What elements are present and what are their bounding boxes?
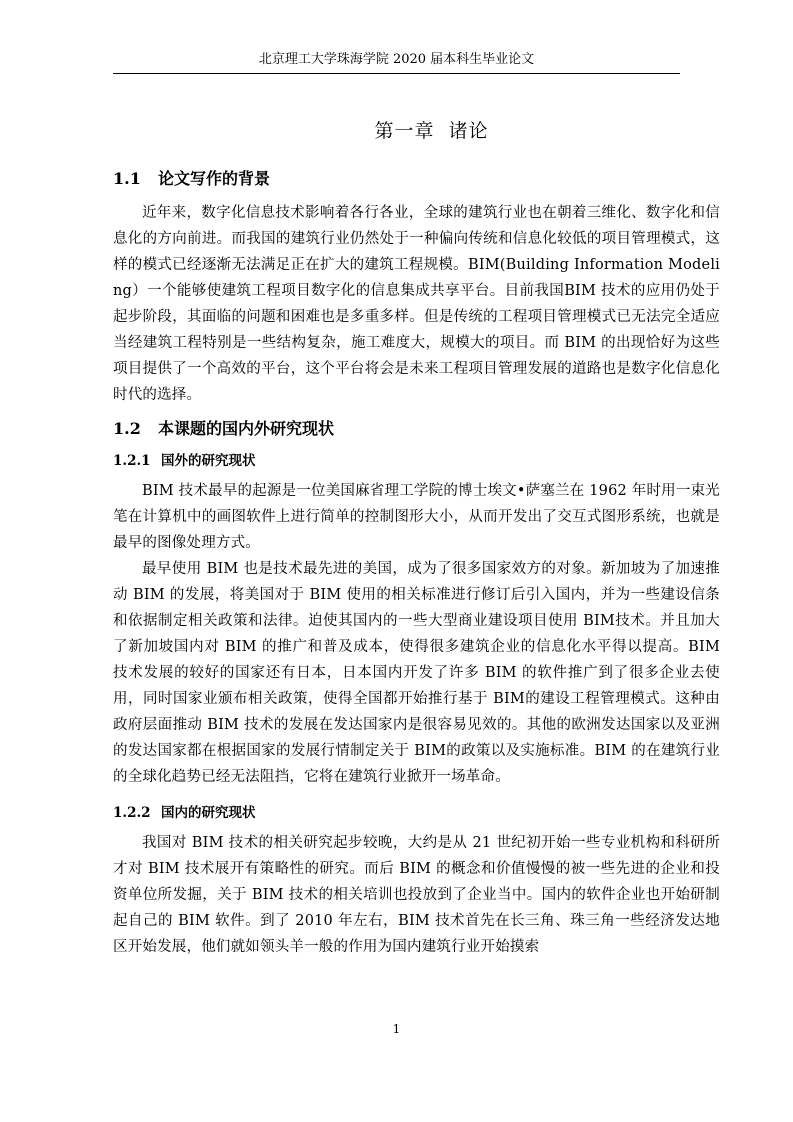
header-rule [113, 73, 680, 74]
spacer [113, 408, 720, 416]
subsection-title: 国外的研究现状 [161, 453, 256, 469]
body-paragraph: 最早使用 BIM 也是技术最先进的美国，成为了很多国家效方的对象。新加坡为了加速推动 BIM 的发展，将美国对于 BIM 使用的相关标准进行修订后引入国内，并为一些建设信条和依据制定相关政策和法律。迫使其国内的一些大型商业建设项目使用 BIM技术。并且加大了新加坡国内对 BIM 的推广和普及成本，使得很多建筑企业的信息化水平得以提高。BIM 技术发展的较好的国家还有日本，日本国内开发了许多 BIM 的软件推广到了很多企业去使用，同时国家业颁布相关政策，使得全国都开始推行基于 BIM的建设工程管理模式。这种由政府层面推动 BIM 技术的发展在发达国家内是很容易见效的。其他的欧洲发达国家以及亚洲的发达国家都在根据国家的发展行情制定关于 BIM的政策以及实施标准。BIM 的在建筑行业的全球化趋势已经无法阻挡，它将在建筑行业掀开一场革命。 [113, 561, 720, 785]
spacer [113, 790, 720, 798]
body-paragraph: 我国对 BIM 技术的相关研究起步较晚，大约是从 21 世纪初开始一些专业机构和科研所才对 BIM 技术展开有策略性的研究。而后 BIM 的概念和价值慢慢的被一些先进的企业和投资单位所发掘，关于 BIM 技术的相关培训也投放到了企业当中。国内的软件企业也开始研制起自己的 BIM 软件。到了 2010 年左右，BIM 技术首先在长三角、珠三角一些经济发达地区开始发展，他们就如领头羊一般的作用为国内建筑行业开始摸索 [113, 835, 720, 955]
subsection-heading [113, 450, 720, 472]
subsection-number: 1.2.1 [113, 453, 151, 469]
running-header: 北京理工大学珠海学院 2020 届本科生毕业论文 [258, 52, 535, 67]
section-heading [113, 416, 720, 442]
section-title: 本课题的国内外研究现状 [158, 419, 335, 438]
body-paragraph: BIM 技术最早的起源是一位美国麻省理工学院的博士埃文•萨塞兰在 1962 年时用一束光笔在计算机中的画图软件上进行简单的控制图形大小，从而开发出了交互式图形系统，也就是最早的图像处理方式。 [113, 483, 720, 551]
chapter-title [113, 116, 720, 146]
chapter-number: 第一章 [374, 120, 435, 142]
section-number: 1.2 [113, 419, 141, 438]
subsection-title: 国内的研究现状 [161, 805, 256, 821]
subsection-number: 1.2.2 [113, 805, 151, 821]
subsection-heading [113, 802, 720, 824]
section-number: 1.1 [113, 169, 141, 188]
page-number: 1 [392, 1022, 401, 1036]
chapter-name: 诸论 [448, 120, 489, 142]
section-title: 论文写作的背景 [158, 169, 271, 188]
body-paragraph: 近年来，数字化信息技术影响着各行各业，全球的建筑行业也在朝着三维化、数字化和信息化的方向前进。而我国的建筑行业仍然处于一种偏向传统和信息化较低的项目管理模式，这样的模式已经逐渐无法满足正在扩大的建筑工程规模。BIM(Building Information Modeling）一个能够使建筑工程项目数字化的信息集成共享平台。目前我国BIM 技术的应用仍处于起步阶段，其面临的问题和困难也是多重多样。但是传统的工程项目管理模式已无法完全适应当经建筑工程特别是一些结构复杂，施工难度大，规模大的项目。而 BIM 的出现恰好为这些项目提供了一个高效的平台，这个平台将会是未来工程项目管理发展的道路也是数字化信息化时代的选择。 [113, 205, 720, 403]
page-content [113, 110, 720, 960]
section-heading [113, 166, 720, 192]
